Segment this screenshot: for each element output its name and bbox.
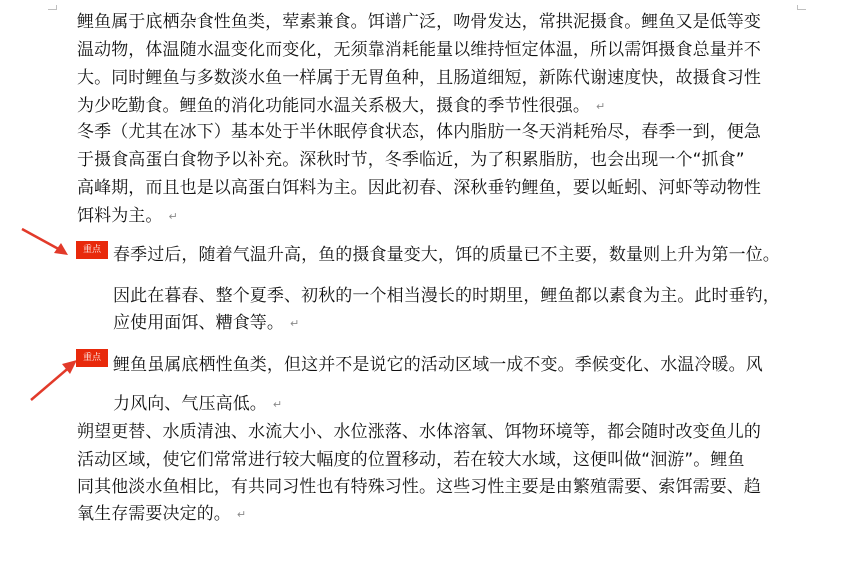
red-arrow-icon [28, 355, 80, 403]
key-point-badge: 重点 [76, 241, 108, 259]
text-span: 应使用面饵、糟食等。 [113, 313, 284, 333]
text-span: 饵料为主。 [77, 206, 163, 226]
text-line[interactable]: 朔望更替、水质清浊、水流大小、水位涨落、水体溶氧、饵物环境等，都会随时改变鱼儿的 [77, 422, 761, 442]
text-span: 力风向、气压高低。 [113, 394, 267, 414]
highlight-line[interactable]: 鲤鱼虽属底栖性鱼类，但这并不是说它的活动区域一成不变。季候变化、水温冷暖。风 [113, 355, 763, 375]
text-line[interactable]: 于摄食高蛋白食物予以补充。深秋时节，冬季临近，为了积累脂肪，也会出现一个“抓食” [77, 150, 745, 170]
margin-corner-mark [48, 5, 57, 10]
paragraph-mark: ↵ [272, 398, 283, 411]
text-line[interactable]: 大。同时鲤鱼与多数淡水鱼一样属于无胃鱼种，且肠道细短，新陈代谢速度快，故摄食习性 [77, 68, 761, 88]
paragraph-mark: ↵ [236, 508, 247, 521]
text-line-end[interactable] [77, 503, 246, 526]
text-line[interactable]: 鲤鱼属于底栖杂食性鱼类，荤素兼食。饵谱广泛，吻骨发达，常拱泥摄食。鲤鱼又是低等变 [77, 12, 761, 32]
text-line-end[interactable] [77, 205, 178, 228]
highlight-line[interactable]: 春季过后，随着气温升高，鱼的摄食量变大，饵的质量已不主要，数量则上升为第一位。 [113, 245, 780, 265]
highlight-line[interactable]: 因此在暮春、整个夏季、初秋的一个相当漫长的时期里，鲤鱼都以素食为主。此时垂钓， [113, 286, 780, 306]
text-line[interactable]: 高峰期，而且也是以高蛋白饵料为主。因此初春、深秋垂钓鲤鱼，要以蚯蚓、河虾等动物性 [77, 178, 761, 198]
highlight-line-end[interactable] [113, 393, 282, 416]
key-point-badge: 重点 [76, 349, 108, 367]
text-span: 氧生存需要决定的。 [77, 504, 231, 524]
text-line[interactable]: 活动区域，使它们常常进行较大幅度的位置移动，若在较大水域，这便叫做“洄游”。鲤鱼 [77, 450, 745, 470]
text-line[interactable]: 同其他淡水鱼相比，有共同习性也有特殊习性。这些习性主要是由繁殖需要、索饵需要、趋 [77, 477, 761, 497]
text-line-end[interactable] [77, 95, 605, 118]
text-span: 为少吃勤食。鲤鱼的消化功能同水温关系极大，摄食的季节性很强。 [77, 96, 590, 116]
paragraph-mark: ↵ [168, 210, 178, 223]
red-arrow-icon [20, 226, 72, 260]
paragraph-mark: ↵ [596, 100, 606, 113]
text-line[interactable]: 冬季（尤其在冰下）基本处于半休眠停食状态，体内脂肪一冬天消耗殆尽，春季一到，便急 [77, 122, 761, 142]
paragraph-mark: ↵ [290, 317, 300, 330]
margin-corner-mark [797, 5, 806, 10]
text-line[interactable]: 温动物，体温随水温变化而变化，无须靠消耗能量以维持恒定体温，所以需饵摄食总量并不 [77, 40, 761, 60]
highlight-line-end[interactable] [113, 312, 299, 335]
